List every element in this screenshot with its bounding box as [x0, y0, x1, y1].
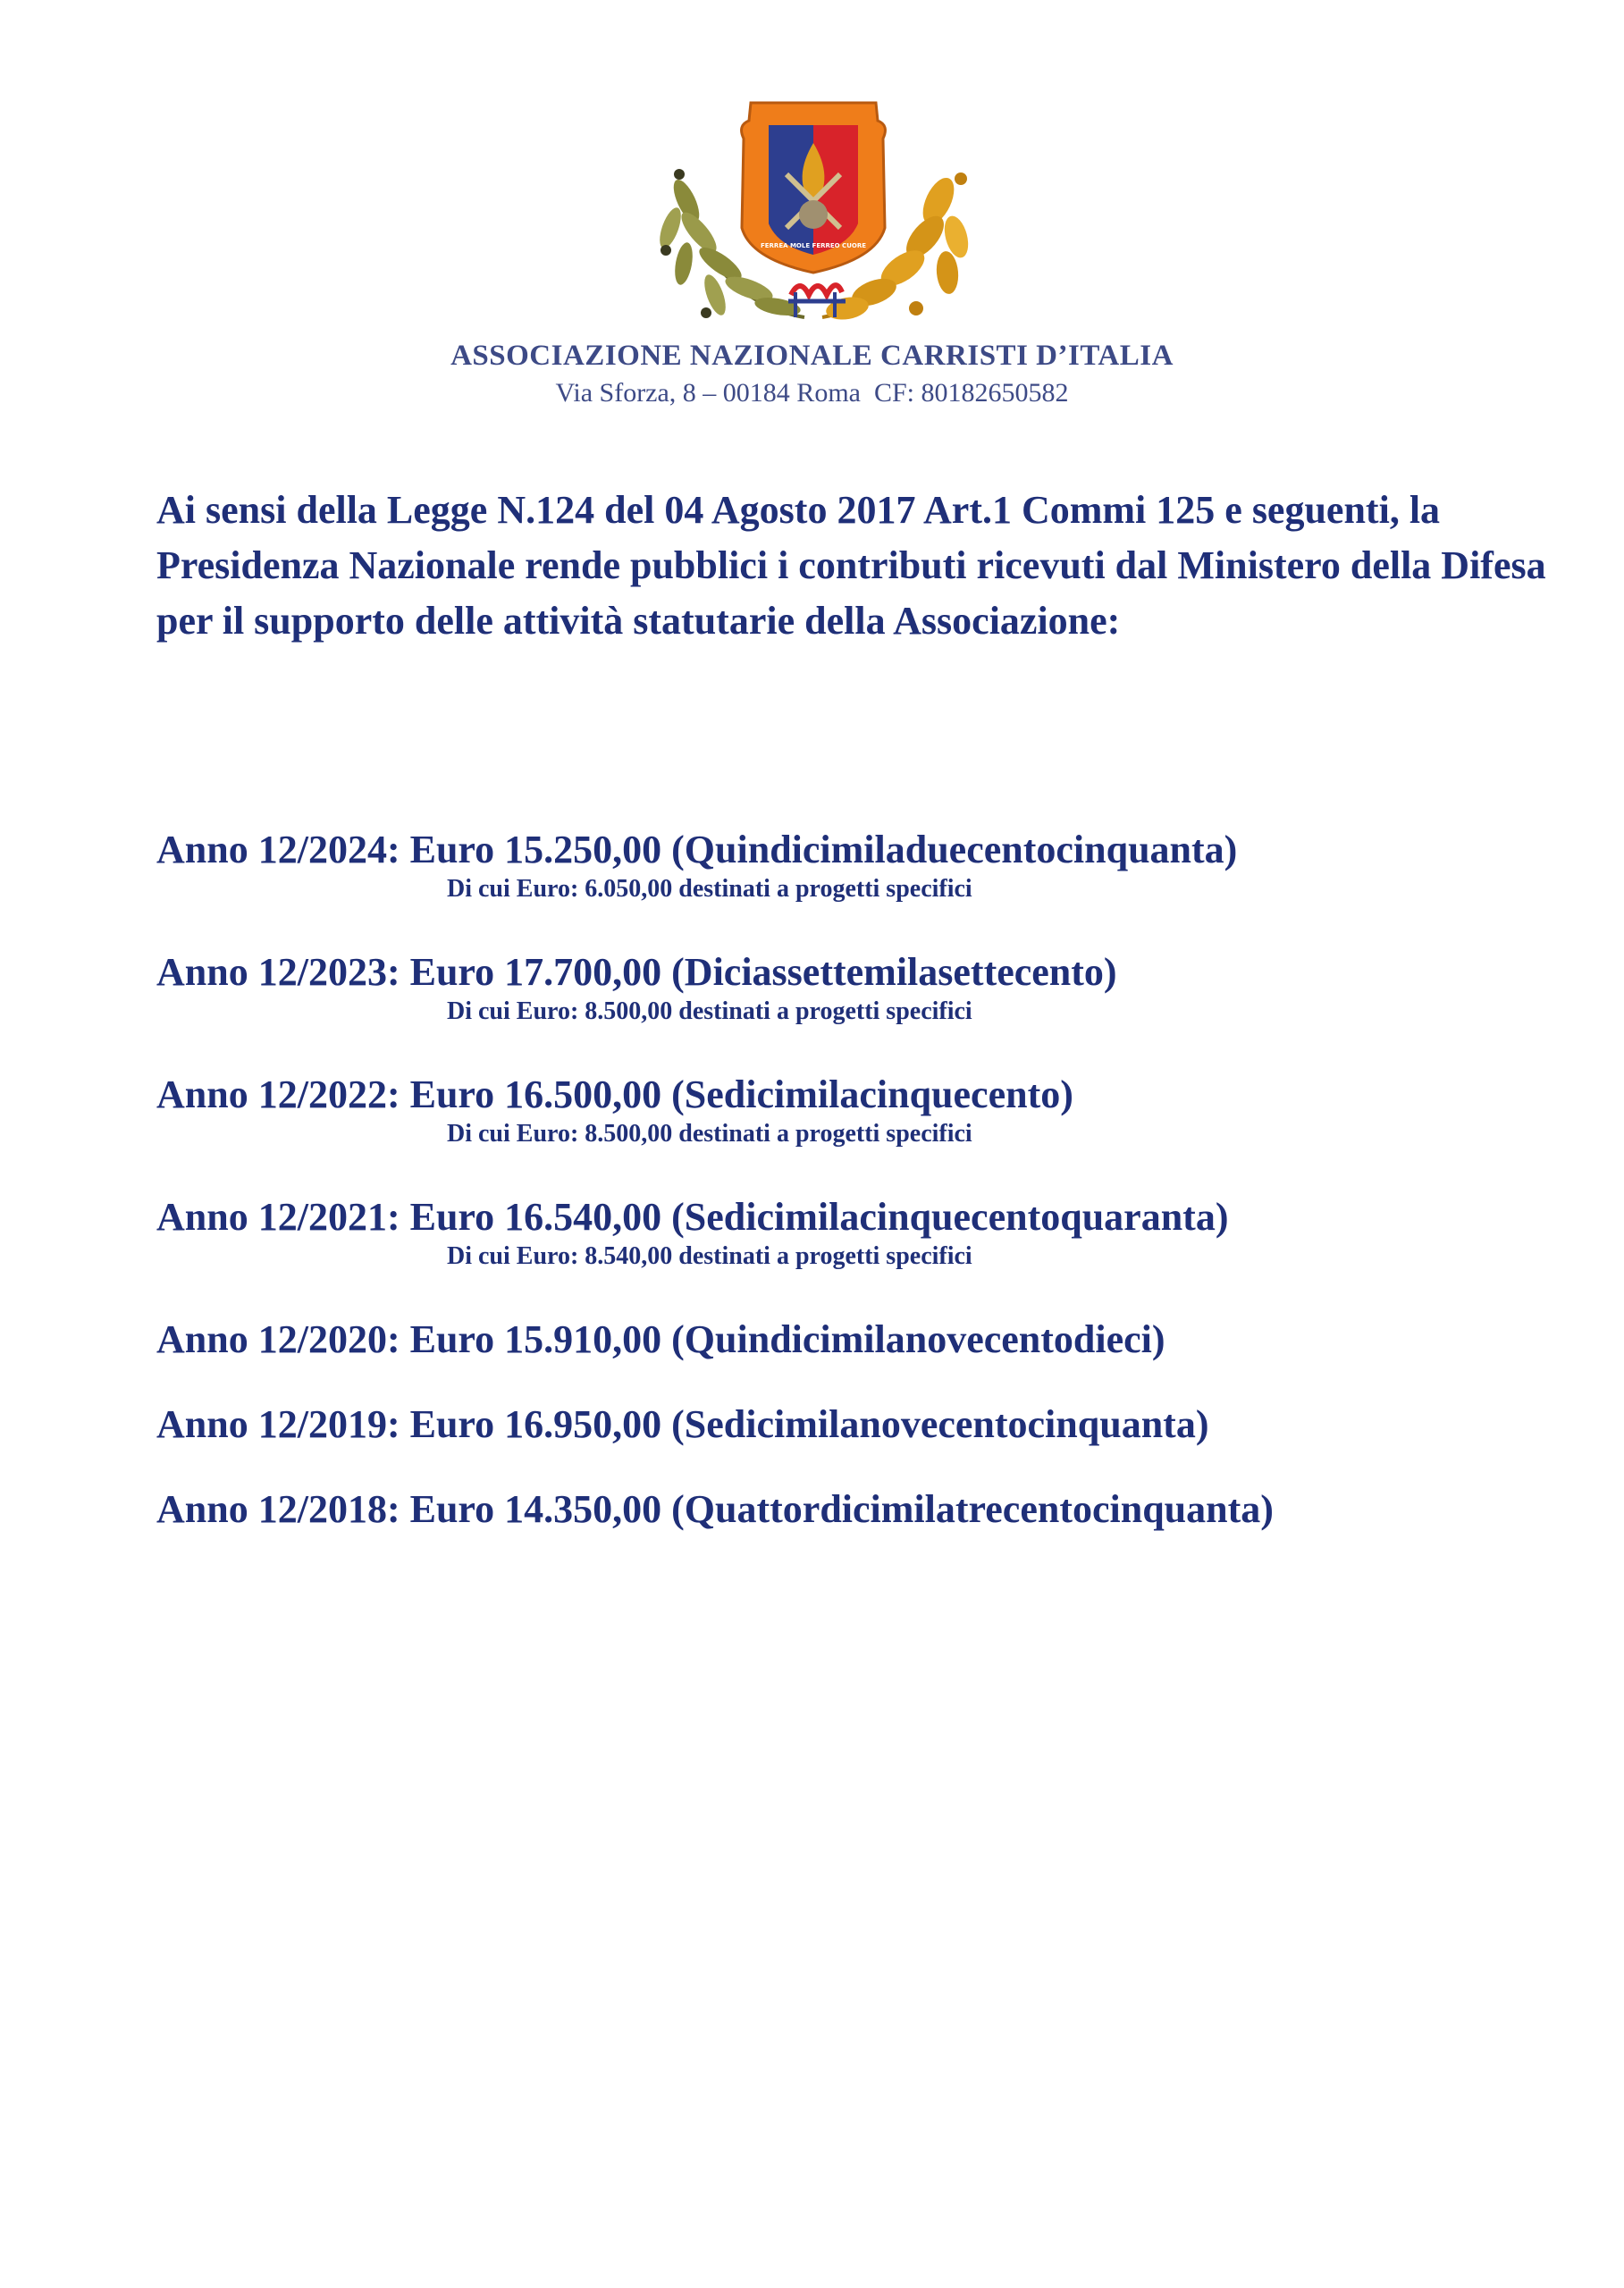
contribution-detail: Di cui Euro: 8.500,00 destinati a progetti specifici	[447, 1120, 972, 1148]
contribution-entry	[156, 1486, 1551, 1533]
contribution-detail: Di cui Euro: 8.540,00 destinati a progetti specifici	[447, 1242, 972, 1270]
organization-name: ASSOCIAZIONE NAZIONALE CARRISTI D’ITALIA	[450, 340, 1174, 372]
contribution-entry	[156, 949, 1551, 1028]
intro-paragraph: Ai sensi della Legge N.124 del 04 Agosto 2017 Art.1 Commi 125 e seguenti, la Presidenza Nazionale rende pubblici i contributi ricevuti dal Ministero della Difesa per il supporto delle attività statutarie della Associazione:	[156, 488, 1546, 643]
contribution-amount: Anno 12/2019: Euro 16.950,00 (Sedicimilanovecentocinquanta)	[156, 1402, 1209, 1446]
contribution-amount: Anno 12/2022: Euro 16.500,00 (Sedicimilacinquecento)	[156, 1072, 1073, 1116]
contribution-entry	[156, 1194, 1551, 1273]
contribution-amount: Anno 12/2023: Euro 17.700,00 (Diciassettemilasettecento)	[156, 950, 1117, 994]
contribution-detail: Di cui Euro: 8.500,00 destinati a progetti specifici	[447, 997, 972, 1025]
contribution-entry	[156, 1316, 1551, 1363]
contribution-entry	[156, 1072, 1551, 1150]
svg-text:FERREA MOLE FERREO CUORE: FERREA MOLE FERREO CUORE	[760, 242, 867, 249]
contribution-amount: Anno 12/2021: Euro 16.540,00 (Sedicimilacinquecentoquaranta)	[156, 1195, 1229, 1239]
contribution-detail: Di cui Euro: 6.050,00 destinati a progetti specifici	[447, 875, 972, 903]
contribution-entry	[156, 1401, 1551, 1448]
contribution-amount: Anno 12/2018: Euro 14.350,00 (Quattordicimilatrecentocinquanta)	[156, 1487, 1274, 1531]
contribution-entry	[156, 827, 1551, 905]
association-emblem	[644, 94, 983, 335]
shield-icon	[742, 103, 886, 273]
contribution-amount: Anno 12/2024: Euro 15.250,00 (Quindicimiladuecentocinquanta)	[156, 828, 1238, 871]
contribution-amount: Anno 12/2020: Euro 15.910,00 (Quindicimilanovecentodieci)	[156, 1317, 1165, 1361]
organization-address: Via Sforza, 8 – 00184 Roma CF: 80182650582	[555, 378, 1069, 408]
